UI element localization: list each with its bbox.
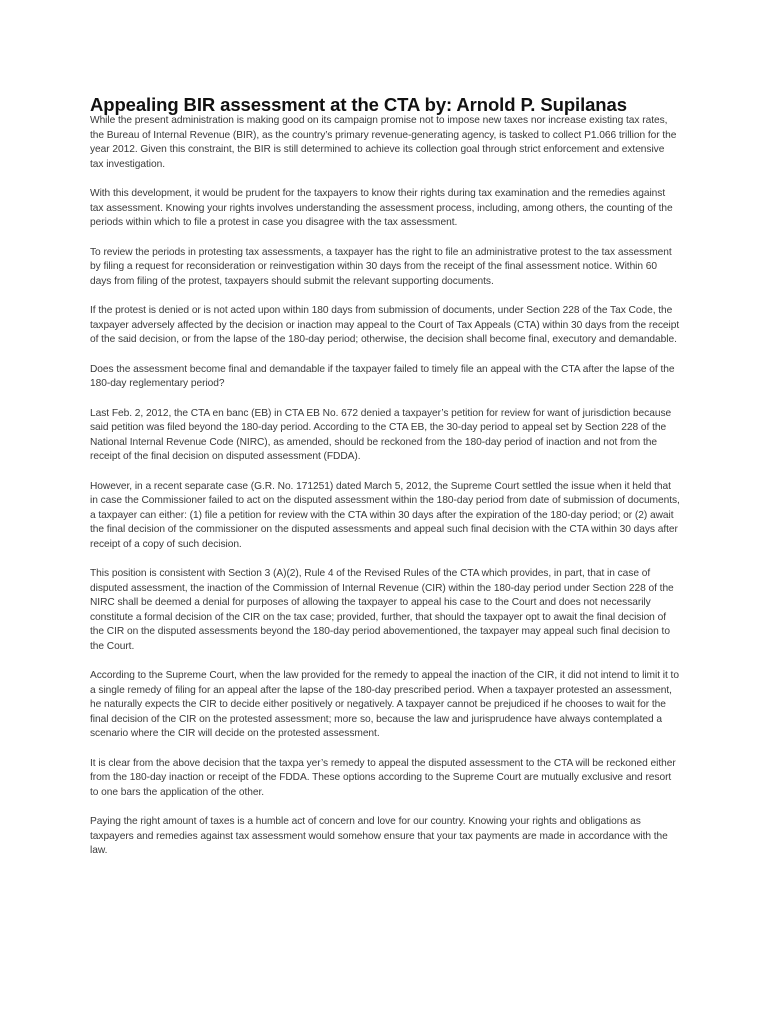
paragraph-closing: Paying the right amount of taxes is a humble act of concern and love for our country. Knowing your rights and obligations as taxpayers and remedies against tax assessment would somehow ensure that your tax payments are made in accordance with the law.	[90, 816, 668, 856]
paragraph-section-228: If the protest is denied or is not acted upon within 180 days from submission of documents, under Section 228 of the Tax Code, the taxpayer adversely affected by the decision or inaction may appeal to the Court of Tax Appeals (CTA) within 30 days from the receipt of the said decision, or from the lapse of the 180-day period; otherwise, the decision shall become final, executory and demandable.	[90, 305, 680, 345]
paragraph-conclusion: It is clear from the above decision that the taxpa yer’s remedy to appeal the disputed assessment to the CTA will be reckoned either from the 180-day inaction or receipt of the FDDA. These options according to the Supreme Court are mutually exclusive and resort to one bars the application of the other.	[90, 757, 676, 798]
paragraph-question: Does the assessment become final and demandable if the taxpayer failed to timely file an appeal with the CTA after the lapse of the 180-day reglementary period?	[90, 363, 675, 389]
paragraph-intro: While the present administration is making good on its campaign promise not to impose new taxes nor increase existing tax rates, the Bureau of Internal Revenue (BIR), as the country’s primary revenue-generating agency, is tasked to collect P1.066 trillion for the year 2012. Given this constraint, the BIR is still determined to achieve its collection goal through strict enforcement and extensive tax investigation.	[90, 115, 677, 170]
paragraph-supreme-court-reasoning: According to the Supreme Court, when the law provided for the remedy to appeal the inaction of the CIR, it did not intend to limit it to a single remedy of filing for an appeal after the lapse of the 180-day prescribed period. When a taxpayer protested an assessment, he naturally expects the CIR to decide either positively or negatively. A taxpayer cannot be prejudiced if he chooses to wait for the final decision of the CIR on the protested assessment; more so, because the law and jurisprudence have always contemplated a scenario where the CIR will decide on the protested assessment.	[90, 670, 679, 739]
paragraph-supreme-court-case: However, in a recent separate case (G.R. No. 171251) dated March 5, 2012, the Supreme Court settled the issue when it held that in case the Commissioner failed to act on the disputed assessment within the 180-day period from date of submission of documents, a taxpayer can either: (1) file a petition for review with the CTA within 30 days after the expiration of the 180-day period; or (2) await the final decision of the commissioner on the disputed assessments and appeal such final decision with the CTA within 30 days after receipt of a copy of such decision.	[90, 480, 680, 550]
paragraph-protest-periods: To review the periods in protesting tax assessments, a taxpayer has the right to file an administrative protest to the tax assessment by filing a request for reconsideration or reinvestigation within 30 days from the receipt of the final assessment notice. Within 60 days from filing of the protest, taxpayers should submit the relevant supporting documents.	[90, 246, 672, 287]
paragraph-cta-en-banc: Last Feb. 2, 2012, the CTA en banc (EB) in CTA EB No. 672 denied a taxpayer’s petition for review for want of jurisdiction because said petition was filed beyond the 180-day period. According to the CTA EB, the 30-day period to appeal set by Section 228 of the National Internal Revenue Code (NIRC), as amended, should be reckoned from the 180-day period of inaction and not from the receipt of the final decision on disputed assessment (FDDA).	[90, 407, 672, 462]
paragraph-rights: With this development, it would be prudent for the taxpayers to know their rights during tax examination and the remedies against tax assessment. Knowing your rights involves understanding the assessment process, including, among others, the counting of the periods within which to file a protest in case you disagree with the tax assessment.	[90, 188, 673, 228]
document-title: Appealing BIR assessment at the CTA by: Arnold P. Supilanas	[90, 94, 627, 115]
document-page	[90, 94, 680, 874]
paragraph-revised-rules: This position is consistent with Section 3 (A)(2), Rule 4 of the Revised Rules of the CTA which provides, in part, that in case of disputed assessment, the inaction of the Commission of Internal Revenue (CIR) within the 180-day period under Section 228 of the NIRC shall be deemed a denial for purposes of allowing the taxpayer to appeal his case to the Court and does not necessarily constitute a formal decision of the CIR on the tax case; provided, further, that should the taxpayer opt to await the final decision of the CIR on the disputed assessments beyond the 180-day period abovementioned, the taxpayer may appeal such final decision to the Court.	[90, 568, 674, 652]
